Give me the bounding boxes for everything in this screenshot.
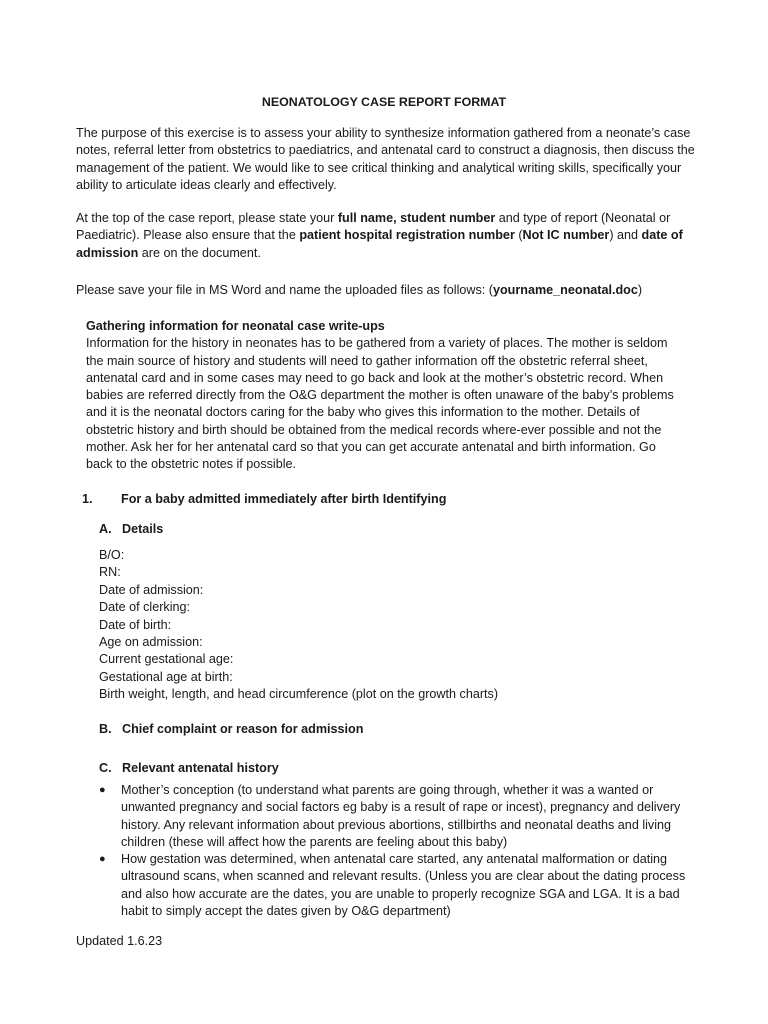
instructions-bold-date: date of admission [76, 228, 683, 260]
details-item: Gestational age at birth: [99, 669, 233, 684]
save-text-1: Please save your file in MS Word and name the uploaded files as follows: ( [76, 283, 493, 297]
antenatal-bullet-list [99, 782, 691, 920]
bullet-text: How gestation was determined, when antenatal care started, any antenatal malformation or dating ultrasound scans, when scanned and relevant results. (Unless you are clear about the dating process and also how accurate are the dates, you are unable to properly recognize SGA and LGA. It is a bad habit to simply accept the dates given by O&G department) [121, 852, 686, 919]
instructions-text-4: ) and [609, 228, 642, 243]
save-text-2: ) [637, 283, 643, 297]
details-item: Birth weight, length, and head circumference (plot on the growth charts) [99, 687, 499, 702]
section-c-letter: C. [99, 761, 112, 775]
details-item: B/O: [99, 548, 125, 562]
details-list [99, 547, 498, 704]
instructions-bold-name: full name, student number [337, 211, 496, 225]
instructions-text-1: At the top of the case report, please state your [76, 211, 338, 225]
section-1-number: 1. [82, 492, 93, 506]
details-item: Date of clerking: [99, 600, 190, 615]
save-filename: yourname_neonatal.doc [492, 283, 638, 297]
details-item: Age on admission: [99, 634, 203, 649]
instructions-text-3: ( [514, 228, 523, 243]
section-b-letter: B. [99, 722, 112, 736]
save-paragraph [76, 282, 696, 299]
section-a-title: Details [122, 522, 164, 536]
details-item: RN: [99, 565, 121, 580]
bullet-text: Mother’s conception (to understand what parents are going through, whether it was a wanted or unwanted pregnancy and social factors eg baby is a result of rape or incest), pregnancy and delivery history. Any relevant information about previous abortions, stillbirths and neonatal deaths and living children (these will affect how the parents are feeling about this baby) [121, 783, 681, 849]
section-b-title: Chief complaint or reason for admission [122, 722, 364, 736]
footer-updated: Updated 1.6.23 [76, 934, 163, 948]
section-c-title: Relevant antenatal history [122, 761, 279, 775]
section-a-letter: A. [99, 522, 112, 536]
gathering-heading: Gathering information for neonatal case write-ups [86, 319, 385, 333]
bullet-icon: ● [99, 784, 106, 796]
intro-paragraph: The purpose of this exercise is to assess your ability to synthesize information gathered from a neonate’s case notes, referral letter from obstetrics to paediatrics, and antenatal card to construct a diagnosis, then discuss the management of the patient. We would like to see critical thinking and analytical writing skills, specifically your ability to articulate ideas clearly and effectively. [76, 126, 695, 192]
instructions-text-5: are on the document. [138, 245, 261, 260]
gathering-section [86, 318, 684, 474]
details-item: Date of birth: [99, 617, 172, 632]
details-item: Current gestational age: [99, 652, 234, 667]
details-item: Date of admission: [99, 582, 204, 597]
list-item [99, 851, 691, 920]
list-item [99, 782, 691, 851]
instructions-text-2: and type of report (Neonatal or Paediatric). Please also ensure that the [76, 211, 671, 243]
instructions-bold-not-ic: Not IC number [522, 228, 610, 243]
instructions-paragraph [76, 210, 696, 262]
section-1-title: For a baby admitted immediately after birth Identifying [121, 492, 447, 506]
instructions-bold-registration: patient hospital registration number [299, 228, 515, 243]
gathering-body: Information for the history in neonates has to be gathered from a variety of places. The mother is seldom the main source of history and students will need to gather information off the obstetric referral sheet, antenatal card and in some cases may need to go back and look at the mother’s obstetric record. When babies are referred directly from the O&G department the mother is often unaware of the baby’s problems and it is the neonatal doctors caring for the baby who gives this information to the mother. Details of obstetric history and birth should be obtained from the medical records where-ever possible and not the mother. Ask her for her antenatal card so that you can get accurate antenatal and birth information. Go back to the obstetric notes if possible. [86, 336, 674, 472]
bullet-icon: ● [99, 853, 106, 866]
document-title: NEONATOLOGY CASE REPORT FORMAT [261, 95, 507, 109]
